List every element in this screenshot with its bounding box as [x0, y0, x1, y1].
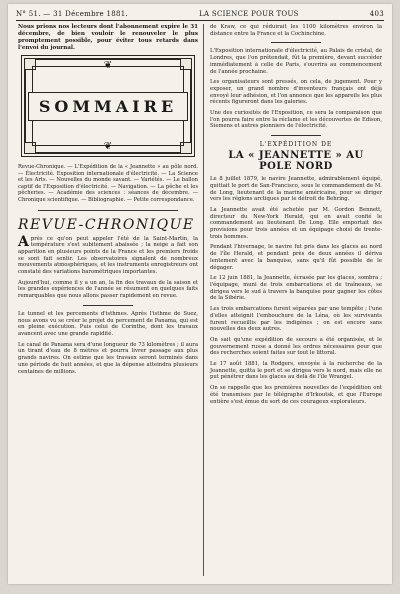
journal-title: LA SCIENCE POUR TOUS: [199, 10, 299, 18]
article-paragraph: La Jeannette avait été achetée par M. Gordon Bennett, directeur du New-York Herald, qui en avait confié le commandement au lieutenant De Long. Elle emportait des provisions pour trois années et un équipage choisi de trente-trois hommes.: [210, 206, 382, 240]
ornament-icon: ❦: [103, 60, 113, 71]
article-paragraph: Le 17 août 1881, la Rodgers, envoyée à la recherche de la Jeannette, quitta le port et se dirigea vers le nord, mais elle ne put pénétrer dans les glaces au delà de l'île Wrangel.: [210, 361, 382, 381]
article-paragraph: Les trois embarcations furent séparées par une tempête ; l'une d'elles atteignit l'embouchure de la Léna, où les survivants furent recueillis par les indigènes ; on est encore sans nouvelles des deux autres.: [210, 306, 382, 333]
article-title: LA « JEANNETTE » AU POLE NORD: [228, 150, 364, 173]
subscription-notice: Nous prions nos lecteurs dont l'abonnement expire le 31 décembre, de bien vouloir le renouveler le plus promptement possible, pour éviter tous retards dans l'envoi du journal.: [18, 24, 198, 51]
article-paragraph: On sait qu'une expédition de secours a été organisée, et le gouvernement russe a donné les ordres nécessaires pour que des recherches soient faites sur tout le littoral.: [210, 336, 382, 357]
article-paragraph: Aujourd'hui, comme il y a un an, la fin des travaux de la saison et les grandes expériences de l'année se résument en quelques faits remarquables que nous allons passer rapidement en revue.: [18, 279, 198, 300]
article-paragraph: Le tunnel et les percements d'isthmes. Après l'isthme de Suez, nous avons vu se créer le projet du percement de Panama, qui est en pleine exécution. Puis celui de Corinthe, dont les travaux avancent avec une grande rapidité.: [18, 310, 198, 337]
sommaire-contents: Revue-Chronique. — L'Expédition de la « Jeannette » au pôle nord. — Électricité. Exposition internationale d'électricité. — La Science et les Arts. — Nouvelles du monde savant. — Variétés. — Le ballon captif de l'Exposition d'électricité. — Navigation. — La pêche et les pêcheries. — Académie des sciences : séances de décembre. — Chronique scientifique. — Bibliographie. — Petite correspondance.: [18, 164, 198, 203]
sommaire-frame: [24, 58, 192, 154]
article-paragraph: On se rappelle que les premières nouvelles de l'expédition ont été transmises par le télégraphe d'Irkoutsk, et que l'Europe entière s'est émue du sort de ces courageux explorateurs.: [210, 385, 382, 405]
article-paragraph: Une des curiosités de l'Exposition, ce sera la comparaison que l'on pourra faire entre la réclame et les découvertes de Edison, Siemens et autres pionniers de l'électricité.: [210, 110, 382, 130]
article-paragraph: de Kraw, ce qui réduirait les 1100 kilomètres environ la distance entre la France et la Cochinchine.: [210, 24, 382, 37]
paragraph-separator: [271, 42, 321, 43]
issue-date: N° 51. — 31 Décembre 1881.: [16, 10, 129, 18]
section-rule: [38, 210, 178, 211]
article-paragraph: Le 12 juin 1881, la Jeannette, écrasée par les glaces, sombra ; l'équipage, muni de trois embarcations et de traîneaux, se dirigea vers le sud à travers la banquise pour gagner les côtes de la Sibérie.: [210, 275, 382, 302]
column-divider: [203, 24, 204, 576]
right-column: [210, 24, 382, 409]
paragraph-separator: [271, 135, 321, 136]
revue-chronique-title: REVUE-CHRONIQUE: [18, 216, 195, 233]
article-paragraph: L'Exposition internationale d'électricité, au Palais de cristal, de Londres, que l'on prétendait, fût la première, devant succéder immédiatement à celle de Paris, s'ouvrira au commencement de l'année prochaine.: [210, 48, 382, 75]
article-paragraph: Le 8 juillet 1879, le navire Jeannette, admirablement équipé, quittait le port de San-Francisco, sous le commandement de M. de Long, lieutenant de la marine américaine, pour se diriger vers les régions arctiques par le détroit de Behring.: [210, 176, 382, 203]
drop-cap: A: [18, 233, 29, 250]
newspaper-page: [8, 4, 392, 584]
page-number: 403: [369, 10, 384, 18]
article-kicker: L'EXPÉDITION DE: [259, 141, 333, 149]
sommaire-inner-frame: [32, 66, 184, 146]
paragraph-separator: [83, 305, 133, 306]
article-paragraph: Le canal de Panama sera d'une longueur de 73 kilomètres ; il aura un tirant d'eau de 8 mètres et pourra livrer passage aux plus grands navires. On estime que les travaux seront terminés dans une période de huit années, et que la dépense atteindra plusieurs centaines de millions.: [18, 341, 198, 375]
article-paragraph: [18, 233, 198, 276]
paragraph-text: près ce qu'on peut appeler l'été de la Saint-Martin, la température s'est subitement abaissée ; la neige a fait son apparition en plusieurs points de la France et les premiers froids se sont fait sentir. Les observatoires signalent de nombreux mouvements atmosphériques, et les instruments enregistreurs ont constaté des variations barométriques importantes.: [18, 235, 198, 276]
article-paragraph: Les organisateurs sont pressés, on cela, de jugement. Pour y exposer, un grand nombre d'inventeurs français ont déjà envoyé leur adhésion, et l'on annonce que les appareils les plus récents figureront dans les galeries.: [210, 79, 382, 106]
sommaire-title: SOMMAIRE: [28, 92, 188, 121]
article-paragraph: Pendant l'hivernage, le navire fut pris dans les glaces au nord de l'île Herald, et pendant près de deux années il dériva lentement avec la banquise, sans qu'il fût possible de le dégager.: [210, 244, 382, 271]
page-header: [16, 8, 384, 21]
left-column: [18, 24, 198, 379]
ornament-icon: ❦: [103, 141, 113, 152]
